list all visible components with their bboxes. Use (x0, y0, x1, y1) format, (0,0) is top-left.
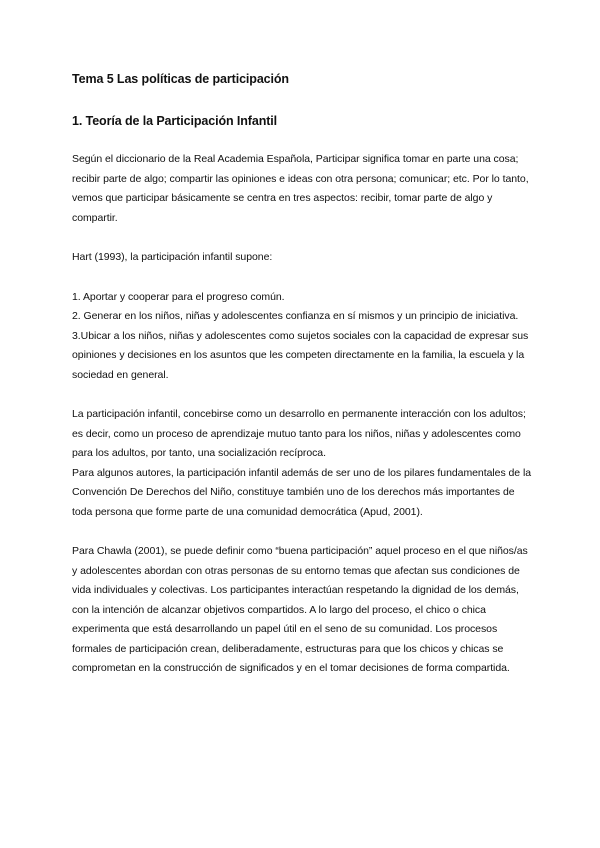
list-item: 2. Generar en los niños, niñas y adolescentes confianza en sí mismos y un principio de iniciativa. (72, 310, 519, 322)
list-item: 3.Ubicar a los niños, niñas y adolescentes como sujetos sociales con la capacidad de expresar sus opiniones y decisiones en los asuntos que les competen directamente en la familia, la escuela y la sociedad en general. (72, 329, 529, 381)
paragraph-hart-intro: Hart (1993), la participación infantil supone: (72, 251, 273, 263)
section-heading: 1. Teoría de la Participación Infantil (72, 114, 278, 128)
document-title: Tema 5 Las políticas de participación (72, 72, 289, 86)
paragraph-chawla: Para Chawla (2001), se puede definir como “buena participación” aquel proceso en el que niños/as y adolescentes abordan con otras personas de su entorno temas que afectan sus condiciones de vida individuales y colectivas. Los participantes interactúan respetando la dignidad de los demás, con la intención de alcanzar objetivos compartidos. A lo largo del proceso, el chico o chica experimenta que está desarrollando un papel útil en el seno de su comunidad. Los procesos formales de participación crean, deliberadamente, estructuras para que los chicos y chicas se comprometan en la construcción de significados y en el tomar decisiones de forma compartida. (72, 545, 528, 674)
document-body (72, 70, 534, 679)
paragraph-authors: Para algunos autores, la participación infantil además de ser uno de los pilares fundamentales de la Convención De Derechos del Niño, constituye también uno de los derechos más importantes de toda persona que forme parte de una comunidad democrática (Apud, 2001). (72, 466, 532, 518)
hart-list (72, 288, 534, 386)
paragraph-concept: La participación infantil, concebirse como un desarrollo en permanente interacción con los adultos; es decir, como un proceso de aprendizaje mutuo tanto para los niños, niñas y adolescentes como para los adultos, por tanto, una socialización recíproca. (72, 408, 526, 459)
list-item: 1. Aportar y cooperar para el progreso común. (72, 290, 285, 303)
paragraph-definition: Según el diccionario de la Real Academia Española, Participar significa tomar en parte una cosa; recibir parte de algo; compartir las opiniones e ideas con otra persona; comunicar; etc. Por lo tanto, vemos que participar básicamente se centra en tres aspectos: recibir, tomar parte de algo y compartir. (72, 153, 529, 224)
